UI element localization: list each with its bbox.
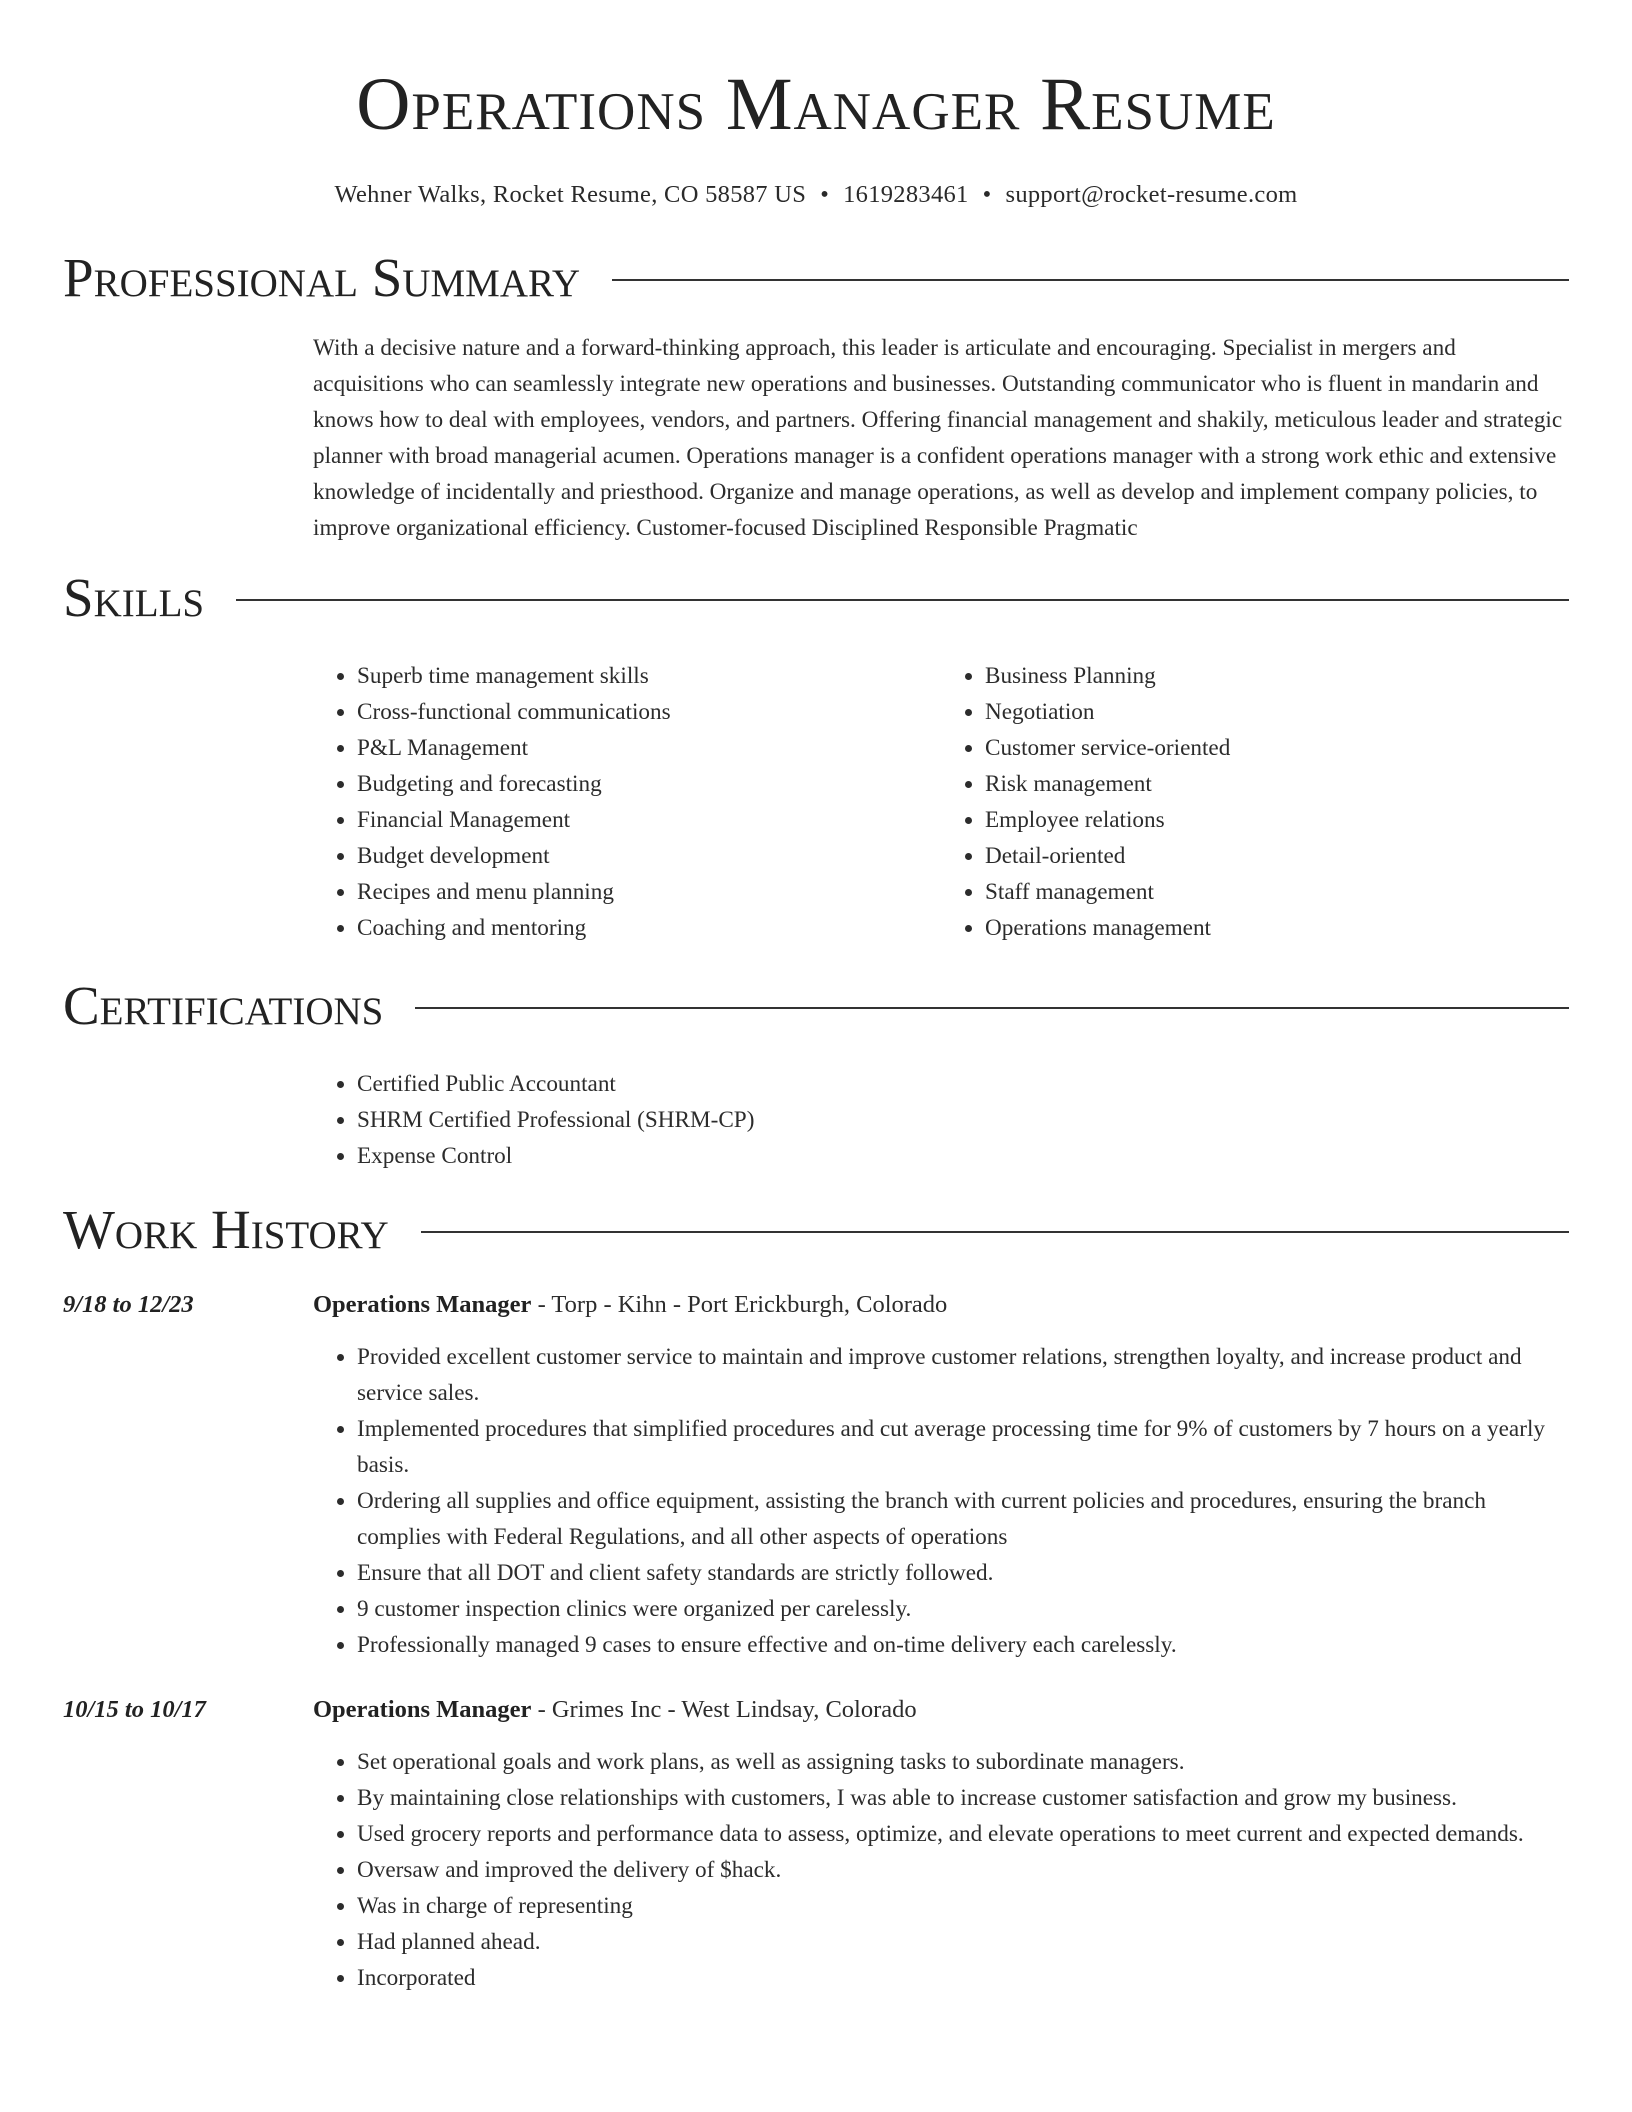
skills-section-header [63, 568, 1569, 628]
section-divider [612, 279, 1569, 281]
resume-title: Operations Manager Resume [356, 63, 1276, 146]
job-duty-item: • Had planned ahead. [357, 1924, 1569, 1960]
job-duty-item: • Oversaw and improved the delivery of $hack. [357, 1852, 1569, 1888]
job-header [63, 1288, 1569, 1322]
job-dates: 9/18 to 12/23 [63, 1291, 194, 1318]
job-duty-item: • Incorporated [357, 1960, 1569, 1996]
skills-heading: Skills [63, 567, 205, 628]
job-title: Operations Manager [313, 1291, 532, 1318]
skill-item: • Budget development [357, 838, 941, 874]
skill-item: • Risk management [985, 766, 1569, 802]
skill-item: • Budgeting and forecasting [357, 766, 941, 802]
work-history-section-header [63, 1200, 1569, 1260]
section-divider [421, 1231, 1569, 1233]
certification-item: • SHRM Certified Professional (SHRM-CP) [357, 1102, 1569, 1138]
job-duty-item: • Ordering all supplies and office equipment, assisting the branch with current policies and procedures, ensuring the branch complies with Federal Regulations, and all other aspects of operations [357, 1483, 1569, 1555]
job-entry [63, 1693, 1569, 1996]
contact-address: Wehner Walks, Rocket Resume, CO 58587 US [334, 181, 807, 208]
job-duty-item: • Provided excellent customer service to maintain and improve customer relations, strengthen loyalty, and increase product and service sales. [357, 1339, 1569, 1411]
skill-item: • Recipes and menu planning [357, 874, 941, 910]
work-history-heading: Work History [63, 1199, 389, 1260]
contact-phone: 1619283461 [843, 181, 969, 208]
contact-separator: • [982, 181, 992, 208]
job-employer-location: - Grimes Inc - West Lindsay, Colorado [531, 1696, 917, 1723]
job-duty-item: • 9 customer inspection clinics were organized per carelessly. [357, 1591, 1569, 1627]
skill-item: • Superb time management skills [357, 658, 941, 694]
skill-item: • Customer service-oriented [985, 730, 1569, 766]
certification-item: • Certified Public Accountant [357, 1066, 1569, 1102]
skill-item: • Detail-oriented [985, 838, 1569, 874]
skill-item: • Business Planning [985, 658, 1569, 694]
summary-section-header [63, 248, 1569, 308]
job-header [63, 1693, 1569, 1727]
job-duty-item: • Was in charge of representing [357, 1888, 1569, 1924]
skill-item: • Negotiation [985, 694, 1569, 730]
job-duty-item: • By maintaining close relationships with customers, I was able to increase customer satisfaction and grow my business. [357, 1780, 1569, 1816]
job-heading-line [313, 1693, 917, 1727]
job-duties-list [313, 1339, 1569, 1663]
job-heading-line [313, 1288, 947, 1322]
job-title: Operations Manager [313, 1696, 532, 1723]
certifications-heading: Certifications [63, 975, 384, 1036]
job-employer-location: - Torp - Kihn - Port Erickburgh, Colorado [531, 1291, 948, 1318]
skill-item: • P&L Management [357, 730, 941, 766]
job-duty-item: • Professionally managed 9 cases to ensure effective and on-time delivery each carelessly. [357, 1627, 1569, 1663]
job-duties [313, 1339, 1569, 1663]
certification-item: • Expense Control [357, 1138, 1569, 1174]
summary-heading: Professional Summary [63, 247, 581, 308]
job-duties-list [313, 1744, 1569, 1996]
skill-item: • Cross-functional communications [357, 694, 941, 730]
section-divider [236, 599, 1569, 601]
job-duty-item: • Implemented procedures that simplified procedures and cut average processing time for 9% of customers by 7 hours on a yearly basis. [357, 1411, 1569, 1483]
skills-list-left [313, 658, 941, 946]
summary-text: With a decisive nature and a forward-thinking approach, this leader is articulate and encouraging. Specialist in mergers and acquisitions who can seamlessly integrate new operations and businesses. Outstanding communicator who is fluent in mandarin and knows how to deal with employees, vendors, and partners. Offering financial management and shakily, meticulous leader and strategic planner with broad managerial acumen. Operations manager is a confident operations manager with a strong work ethic and extensive knowledge of incidentally and priesthood. Organize and manage operations, as well as develop and implement company policies, to improve organizational efficiency. Customer-focused Disciplined Responsible Pragmatic [313, 335, 1563, 541]
skill-item: • Coaching and mentoring [357, 910, 941, 946]
skills-list-right [941, 658, 1569, 946]
job-dates: 10/15 to 10/17 [63, 1696, 206, 1723]
contact-separator: • [820, 181, 830, 208]
job-entry [63, 1288, 1569, 1663]
skill-item: • Operations management [985, 910, 1569, 946]
skill-item: • Financial Management [357, 802, 941, 838]
certifications-section-header [63, 976, 1569, 1036]
job-duty-item: • Set operational goals and work plans, as well as assigning tasks to subordinate managers. [357, 1744, 1569, 1780]
job-duty-item: • Used grocery reports and performance data to assess, optimize, and elevate operations to meet current and expected demands. [357, 1816, 1569, 1852]
skills-columns [313, 658, 1569, 946]
contact-line [63, 180, 1569, 210]
section-divider [415, 1007, 1569, 1009]
contact-email: support@rocket-resume.com [1005, 181, 1298, 208]
job-duties [313, 1744, 1569, 1996]
skill-item: • Staff management [985, 874, 1569, 910]
certifications-block [313, 1066, 1569, 1174]
skill-item: • Employee relations [985, 802, 1569, 838]
job-duty-item: • Ensure that all DOT and client safety standards are strictly followed. [357, 1555, 1569, 1591]
certifications-list [313, 1066, 1569, 1174]
